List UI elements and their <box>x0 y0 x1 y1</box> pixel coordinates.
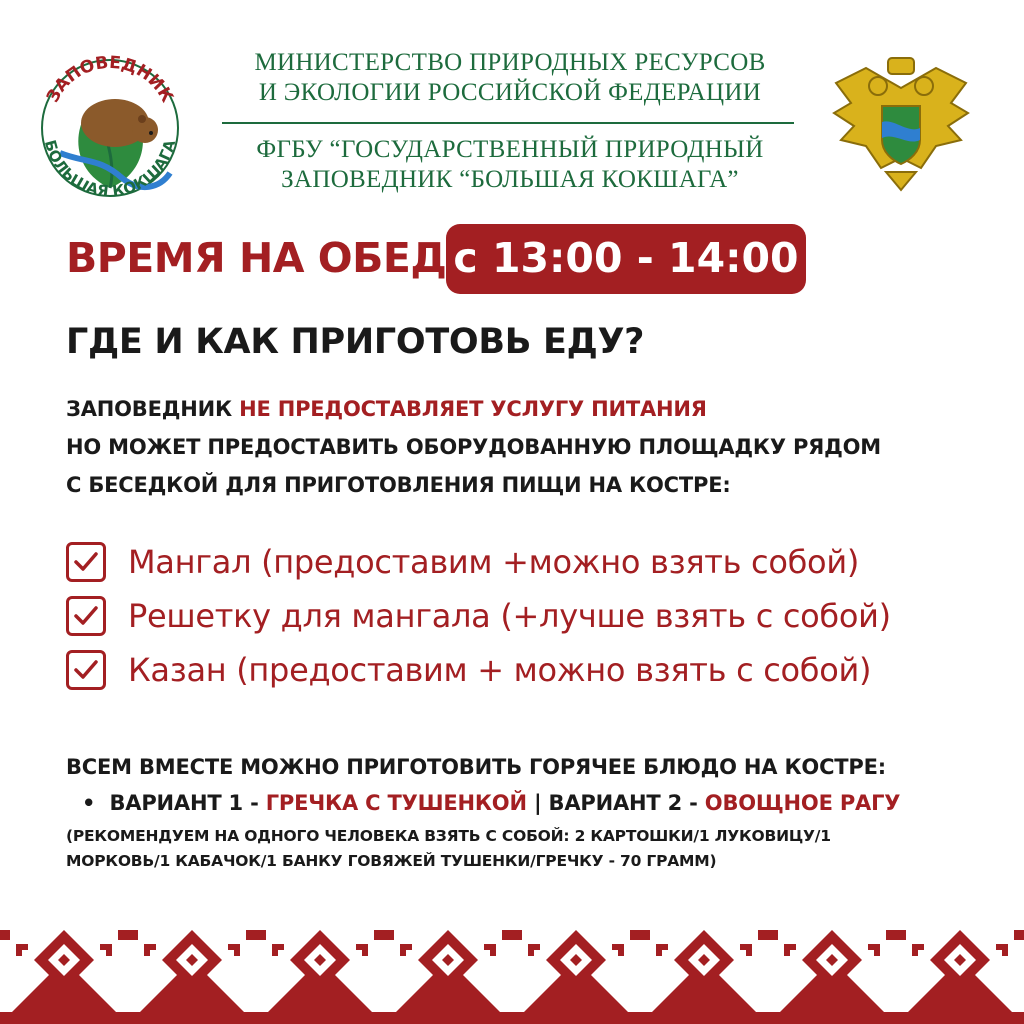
checklist-item-text: Мангал (предоставим +можно взять собой) <box>128 543 860 581</box>
intro-line-2: НО МОЖЕТ ПРЕДОСТАВИТЬ ОБОРУДОВАННУЮ ПЛОЩАДКУ РЯДОМ <box>66 435 882 459</box>
checklist-item <box>66 592 891 640</box>
checkbox-checked-icon <box>66 542 106 582</box>
intro-line-1 <box>66 390 881 428</box>
variant-1-dish: ГРЕЧКА С ТУШЕНКОЙ <box>265 791 527 815</box>
recommendation-note <box>66 824 996 874</box>
variant-separator: | <box>526 791 549 815</box>
variant-2-label: ВАРИАНТ 2 - <box>548 791 705 815</box>
recommendation-line-2: МОРКОВЬ/1 КАБАЧОК/1 БАНКУ ГОВЯЖЕЙ ТУШЕНКИ/ГРЕЧКУ - 70 ГРАММ) <box>66 852 717 870</box>
ornament-border <box>0 900 1024 1024</box>
ministry-line-2: И ЭКОЛОГИИ РОССИЙСКОЙ ФЕДЕРАЦИИ <box>258 79 762 106</box>
lunch-time-label: ВРЕМЯ НА ОБЕД <box>66 234 447 282</box>
checkbox-checked-icon <box>66 650 106 690</box>
organization-title <box>205 135 815 195</box>
dish-variants <box>82 786 900 820</box>
reserve-logo <box>30 38 190 214</box>
intro-line-3: С БЕСЕДКОЙ ДЛЯ ПРИГОТОВЛЕНИЯ ПИЩИ НА КОСТРЕ: <box>66 473 731 497</box>
ministry-line-1: МИНИСТЕРСТВО ПРИРОДНЫХ РЕСУРСОВ <box>254 49 766 76</box>
header-divider <box>222 122 794 124</box>
checklist-item-text: Казан (предоставим + можно взять с собой) <box>128 651 872 689</box>
org-line-2: ЗАПОВЕДНИК “БОЛЬШАЯ КОКШАГА” <box>281 166 739 193</box>
intro-highlight: НЕ ПРЕДОСТАВЛЯЕТ УСЛУГУ ПИТАНИЯ <box>239 397 707 421</box>
intro-prefix: ЗАПОВЕДНИК <box>66 397 240 421</box>
double-headed-eagle-emblem-icon <box>826 48 976 198</box>
checklist-item <box>66 538 859 586</box>
checklist-item-text: Решетку для мангала (+лучше взять с собой) <box>128 597 891 635</box>
logo-text-bottom: БОЛЬШАЯ КОКШАГА <box>40 137 180 201</box>
org-line-1: ФГБУ “ГОСУДАРСТВЕННЫЙ ПРИРОДНЫЙ <box>256 136 764 163</box>
recommendation-line-1: (РЕКОМЕНДУЕМ НА ОДНОГО ЧЕЛОВЕКА ВЗЯТЬ С СОБОЙ: 2 КАРТОШКИ/1 ЛУКОВИЦУ/1 <box>66 827 831 845</box>
variant-1-label: ВАРИАНТ 1 - <box>109 791 266 815</box>
cook-together-heading: ВСЕМ ВМЕСТЕ МОЖНО ПРИГОТОВИТЬ ГОРЯЧЕЕ БЛЮДО НА КОСТРЕ: <box>66 755 886 779</box>
ministry-title <box>205 48 815 108</box>
section-heading: ГДЕ И КАК ПРИГОТОВЬ ЕДУ? <box>66 322 645 362</box>
logo-text-top: ЗАПОВЕДНИК <box>43 52 177 106</box>
lunch-time-badge: с 13:00 - 14:00 <box>446 224 806 294</box>
checkbox-checked-icon <box>66 596 106 636</box>
checklist-item <box>66 646 871 694</box>
variant-2-dish: ОВОЩНОЕ РАГУ <box>704 791 901 815</box>
intro-paragraph <box>66 390 881 504</box>
bullet-icon: • <box>82 791 96 815</box>
